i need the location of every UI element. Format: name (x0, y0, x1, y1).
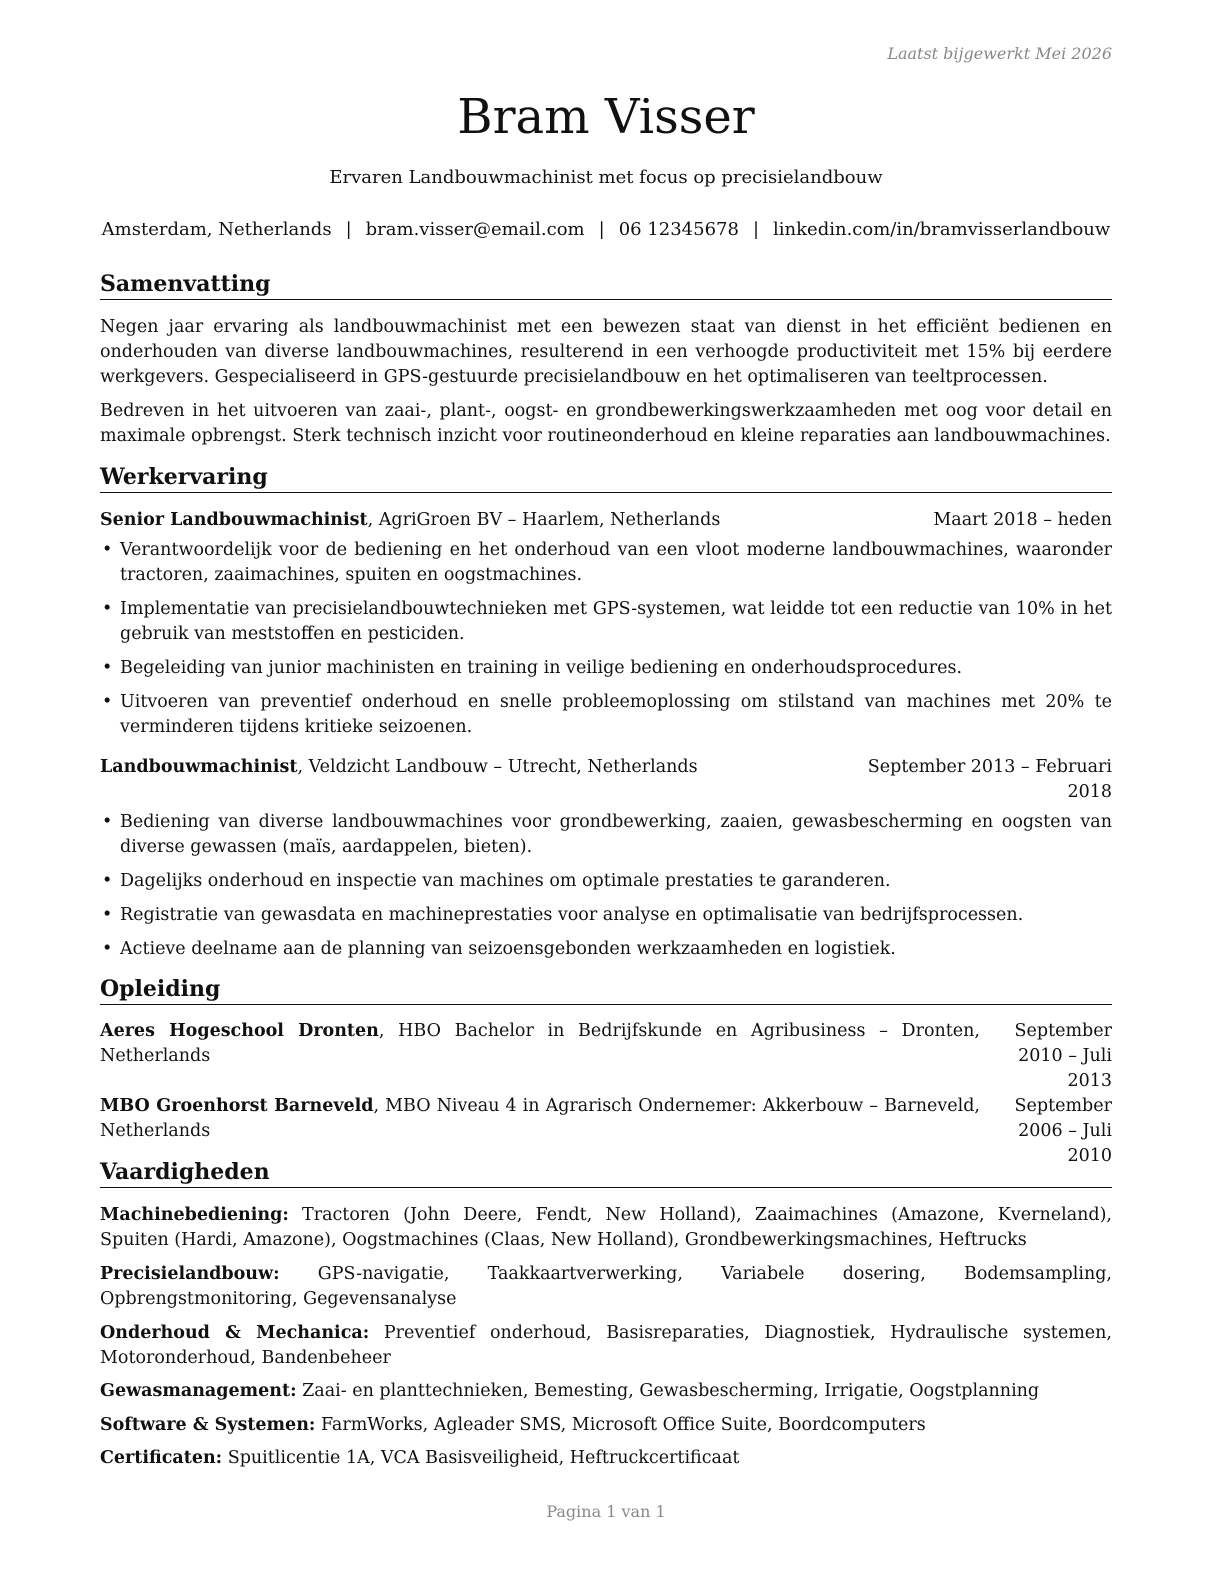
contact-separator: | (345, 219, 352, 240)
education-dates-line: 2013 (1067, 1071, 1112, 1091)
contact-separator: | (752, 219, 760, 240)
list-item (100, 810, 1112, 860)
list-item-text: Begeleiding van junior machinisten en training in veilige bediening en onderhoudsprocedures. (120, 658, 963, 678)
skill-value: Zaai- en planttechnieken, Bemesting, Gewasbescherming, Irrigatie, Oogstplanning (296, 1381, 1040, 1401)
education-text (100, 1094, 980, 1144)
summary-paragraph: Negen jaar ervaring als landbouwmachinist met een bewezen staat van dienst in het efficiënt bedienen en onderhouden van diverse landbouwmachines, resulterend in een verhoogde productiviteit met 15% bij eerdere werkgevers. Gespecialiseerd in GPS-gestuurde precisielandbouw en het optimaliseren van teeltprocessen. (100, 317, 1112, 387)
skill-row (100, 1446, 1112, 1471)
job-header (100, 755, 1112, 805)
list-item (100, 597, 1112, 647)
bullet-icon: • (102, 871, 113, 891)
section-title-skills: Vaardigheden (100, 1158, 1112, 1188)
contact-location: Amsterdam, Netherlands (101, 219, 332, 240)
education-item (100, 1094, 1112, 1166)
education-detail: , HBO Bachelor in Bedrijfskunde en Agribusiness – Dronten, Netherlands (100, 1021, 980, 1066)
list-item-text: Implementatie van precisielandbouwtechnieken met GPS-systemen, wat leidde tot een reductie van 10% in het gebruik van meststoffen en pesticiden. (120, 599, 1112, 644)
skill-label: Software & Systemen: (100, 1415, 316, 1435)
education-school: Aeres Hogeschool Dronten (100, 1021, 379, 1041)
skill-value: GPS-navigatie, Taakkaartverwerking, Variabele dosering, Bodemsampling, Opbrengstmonitoring, Gegevensanalyse (100, 1264, 1112, 1309)
job-dates-line: September 2013 – Februari (867, 757, 1112, 777)
list-item (100, 656, 1112, 681)
bullet-icon: • (102, 599, 113, 619)
list-item (100, 538, 1112, 588)
job-role: Landbouwmachinist (100, 757, 298, 777)
list-item (100, 903, 1112, 928)
bullet-icon: • (102, 812, 113, 832)
candidate-name: Bram Visser (457, 89, 755, 145)
last-updated: Laatst bijgewerkt Mei 2026 (887, 44, 1112, 63)
skill-row (100, 1413, 1112, 1438)
skill-row (100, 1321, 1112, 1371)
section-title-education: Opleiding (100, 975, 1112, 1005)
list-item-text: Registratie van gewasdata en machineprestaties voor analyse en optimalisatie van bedrijfsprocessen. (120, 905, 1024, 925)
section-title-experience: Werkervaring (100, 463, 1112, 493)
bullet-icon: • (102, 692, 113, 712)
education-item (100, 1019, 1112, 1091)
skill-value: FarmWorks, Agleader SMS, Microsoft Office Suite, Boordcomputers (315, 1415, 926, 1435)
contact-separator: | (598, 219, 605, 240)
skill-label: Machinebediening: (100, 1205, 289, 1225)
job-company: , Veldzicht Landbouw – Utrecht, Netherlands (297, 757, 698, 777)
job-dates (868, 755, 1112, 805)
job-dates: Maart 2018 – heden (933, 510, 1112, 530)
skill-label: Precisielandbouw: (100, 1264, 280, 1284)
skill-label: Gewasmanagement: (100, 1381, 297, 1401)
list-item-text: Dagelijks onderhoud en inspectie van machines om optimale prestaties te garanderen. (120, 871, 891, 891)
skill-label: Certificaten: (100, 1448, 223, 1468)
summary-paragraph: Bedreven in het uitvoeren van zaai-, plant-, oogst- en grondbewerkingswerkzaamheden met oog voor detail en maximale opbrengst. Sterk technisch inzicht voor routineonderhoud en kleine reparaties aan landbouwmachines. (100, 401, 1112, 446)
job-title-line (100, 508, 720, 533)
job-company: , AgriGroen BV – Haarlem, Netherlands (367, 510, 721, 530)
list-item-text: Uitvoeren van preventief onderhoud en snelle probleemoplossing om stilstand van machines met 20% te verminderen tijdens kritieke seizoenen. (120, 692, 1112, 737)
skill-row (100, 1262, 1112, 1312)
bullet-icon: • (102, 540, 113, 560)
education-dates-line: September 2006 – Juli (1014, 1096, 1112, 1141)
contact-phone: 06 12345678 (618, 219, 739, 240)
contact-linkedin[interactable]: linkedin.com/in/bramvisserlandbouw (773, 219, 1111, 240)
job-dates-line: 2018 (1067, 782, 1112, 802)
education-dates-line: September 2010 – Juli (1014, 1021, 1112, 1066)
bullet-icon: • (102, 939, 113, 959)
skill-value: Tractoren (John Deere, Fendt, New Holland), Zaaimachines (Amazone, Kverneland), Spuiten (Hardi, Amazone), Oogstmachines (Claas, New Holland), Grondbewerkingsmachines, Heftrucks (100, 1205, 1112, 1250)
list-item-text: Bediening van diverse landbouwmachines voor grondbewerking, zaaien, gewasbescherming en oogsten van diverse gewassen (maïs, aardappelen, bieten). (120, 812, 1112, 857)
list-item (100, 690, 1112, 740)
skill-value: Spuitlicentie 1A, VCA Basisveiligheid, Heftruckcertificaat (222, 1448, 740, 1468)
skill-value: Preventief onderhoud, Basisreparaties, Diagnostiek, Hydraulische systemen, Motoronderhoud, Bandenbeheer (100, 1323, 1112, 1368)
education-dates-line: 2010 (1067, 1146, 1112, 1166)
page-number: Pagina 1 van 1 (546, 1502, 666, 1521)
education-dates (974, 1019, 1112, 1094)
candidate-subtitle: Ervaren Landbouwmachinist met focus op precisielandbouw (329, 167, 883, 188)
education-detail: , MBO Niveau 4 in Agrarisch Ondernemer: Akkerbouw – Barneveld, Netherlands (100, 1096, 980, 1141)
contact-line (100, 219, 1112, 240)
bullet-icon: • (102, 658, 113, 678)
bullet-icon: • (102, 905, 113, 925)
skill-row (100, 1203, 1112, 1253)
section-title-summary: Samenvatting (100, 270, 1112, 300)
education-text (100, 1019, 980, 1069)
list-item-text: Verantwoordelijk voor de bediening en het onderhoud van een vloot moderne landbouwmachines, waaronder tractoren, zaaimachines, spuiten en oogstmachines. (120, 540, 1112, 585)
list-item (100, 869, 1112, 894)
list-item-text: Actieve deelname aan de planning van seizoensgebonden werkzaamheden en logistiek. (120, 939, 896, 959)
skill-label: Onderhoud & Mechanica: (100, 1323, 370, 1343)
job-role: Senior Landbouwmachinist (100, 510, 368, 530)
education-school: MBO Groenhorst Barneveld (100, 1096, 374, 1116)
job-bullets (100, 810, 1112, 971)
job-bullets (100, 538, 1112, 749)
job-title-line (100, 755, 698, 780)
contact-email[interactable]: bram.visser@email.com (365, 219, 585, 240)
job-header (100, 508, 1112, 533)
skill-row (100, 1379, 1112, 1404)
list-item (100, 937, 1112, 962)
